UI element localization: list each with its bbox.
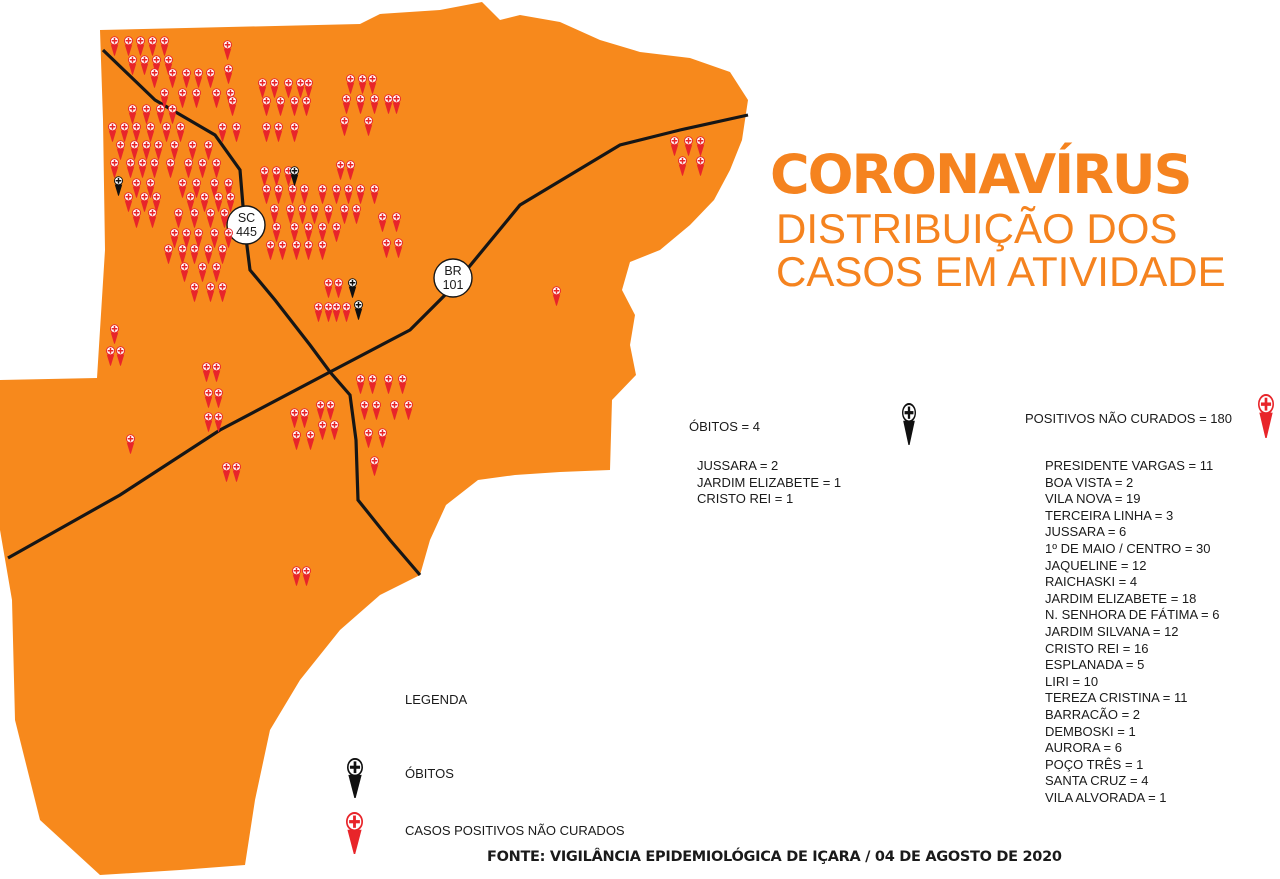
legend-title: LEGENDA	[405, 692, 468, 707]
positives-total: POSITIVOS NÃO CURADOS = 180	[1025, 411, 1232, 426]
road-sc-445-label: SC 445	[236, 211, 257, 239]
positives-neighborhood-item: JUSSARA = 6	[1045, 524, 1127, 540]
legend-positive-icon	[346, 812, 363, 854]
deaths-neighborhood-item: JARDIM ELIZABETE = 1	[697, 474, 842, 490]
positives-neighborhood-item: 1º DE MAIO / CENTRO = 30	[1045, 540, 1211, 556]
deaths-total: ÓBITOS = 4	[689, 419, 760, 434]
positives-neighborhood-item: TEREZA CRISTINA = 11	[1045, 690, 1188, 706]
positives-list	[1045, 458, 1219, 806]
deaths-list	[697, 458, 841, 508]
legend-death-icon	[347, 758, 363, 798]
positives-neighborhood-item: RAICHASKI = 4	[1045, 574, 1138, 590]
positives-neighborhood-item: JAQUELINE = 12	[1045, 557, 1147, 573]
positives-neighborhood-item: ESPLANADA = 5	[1045, 657, 1145, 673]
positives-neighborhood-item: PRESIDENTE VARGAS = 11	[1045, 458, 1214, 473]
road-br-101-label: BR 101	[442, 264, 464, 292]
deaths-neighborhood-item: CRISTO REI = 1	[697, 491, 794, 507]
positives-neighborhood-item: SANTA CRUZ = 4	[1045, 773, 1149, 789]
deaths-neighborhood-item: JUSSARA = 2	[697, 458, 779, 473]
page-subtitle: DISTRIBUIÇÃO DOS CASOS EM ATIVIDADE	[776, 205, 1226, 295]
positives-neighborhood-item: BARRACÃO = 2	[1045, 706, 1141, 722]
source-footer: FONTE: VIGILÂNCIA EPIDEMIOLÓGICA DE IÇARA / 04 DE AGOSTO DE 2020	[487, 849, 1062, 865]
positives-neighborhood-item: BOA VISTA = 2	[1045, 474, 1134, 490]
legend-deaths-label: ÓBITOS	[405, 766, 454, 781]
positives-neighborhood-item: JARDIM ELIZABETE = 18	[1045, 590, 1197, 606]
positives-neighborhood-item: CRISTO REI = 16	[1045, 640, 1149, 656]
positives-neighborhood-item: TERCEIRA LINHA = 3	[1045, 507, 1174, 523]
positives-neighborhood-item: LIRI = 10	[1045, 673, 1099, 689]
positives-neighborhood-item: VILA NOVA = 19	[1045, 491, 1141, 507]
positive-case-marker-icon	[1258, 394, 1274, 438]
positives-neighborhood-item: DEMBOSKI = 1	[1045, 723, 1136, 739]
positives-neighborhood-item: POÇO TRÊS = 1	[1045, 756, 1144, 772]
positives-neighborhood-item: JARDIM SILVANA = 12	[1045, 623, 1179, 639]
page-title: CORONAVÍRUS	[770, 143, 1191, 206]
legend-positives-label: CASOS POSITIVOS NÃO CURADOS	[405, 823, 625, 838]
positives-neighborhood-item: VILA ALVORADA = 1	[1045, 789, 1167, 805]
death-marker-icon	[902, 403, 916, 445]
positives-neighborhood-item: AURORA = 6	[1045, 740, 1122, 756]
positives-neighborhood-item: N. SENHORA DE FÁTIMA = 6	[1045, 607, 1220, 623]
